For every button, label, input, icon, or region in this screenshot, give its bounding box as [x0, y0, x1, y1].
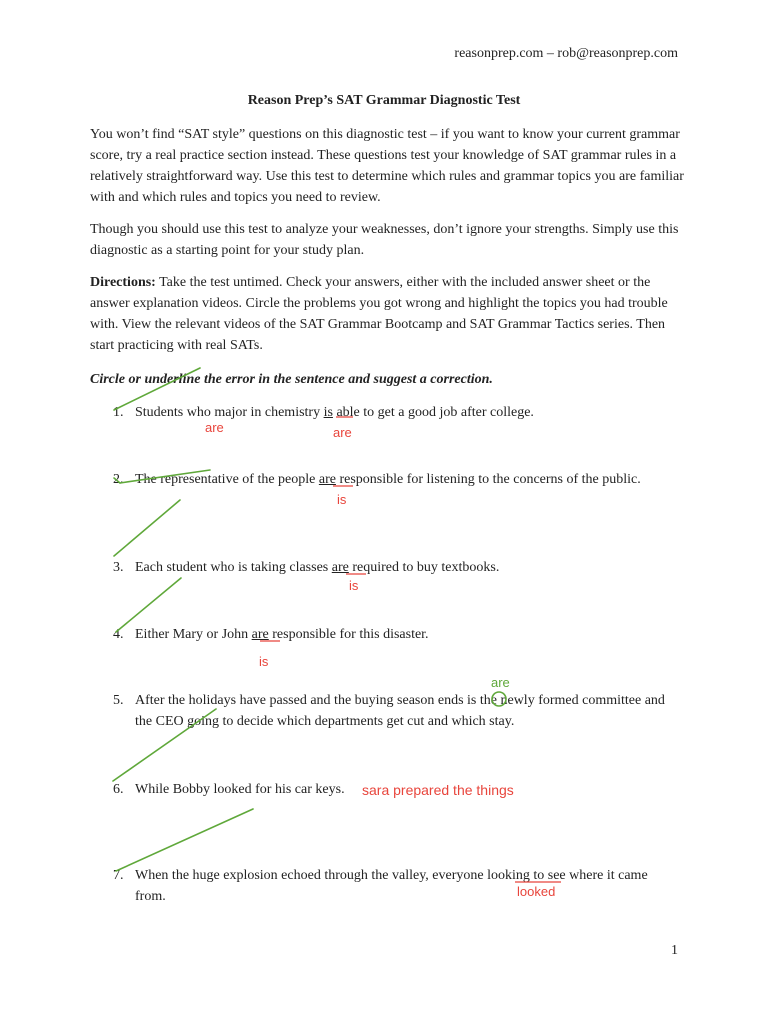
question-text: Each student who is taking classes are required to buy textbooks. — [135, 560, 500, 575]
check-mark-7 — [116, 809, 253, 871]
question-text: Either Mary or John are responsible for this disaster. — [135, 627, 429, 642]
handwritten-answer-5: are — [491, 675, 510, 690]
question-number: 4. — [113, 627, 124, 642]
question-number: 5. — [113, 693, 124, 708]
page-number: 1 — [671, 943, 678, 958]
check-mark-2-lower — [114, 500, 180, 556]
question-text: When the huge explosion echoed through the valley, everyone looking to see where it came from. — [135, 868, 648, 904]
handwritten-answer-2: is — [337, 492, 347, 507]
question-number: 3. — [113, 560, 124, 575]
question-text: After the holidays have passed and the buying season ends is the newly formed committee and the CEO going to decide which departments get cut and which stay. — [135, 693, 665, 729]
handwritten-answer-1b: are — [333, 425, 352, 440]
directions-label: Directions: — [90, 275, 156, 290]
document-title: Reason Prep’s SAT Grammar Diagnostic Test — [247, 93, 521, 108]
question-text: Students who major in chemistry is able to get a good job after college. — [135, 405, 534, 420]
directions-text: Take the test untimed. Check your answers, either with the included answer sheet or the answer explanation videos. Circle the problems you got wrong and highlight the topics you had trouble with. View the relevant videos of the SAT Grammar Bootcamp and SAT Grammar Tactics series. Then start practicing with real SATs. — [90, 275, 668, 353]
handwritten-answer-7: looked — [517, 884, 556, 899]
error-word: are — [318, 472, 336, 487]
error-word: is — [323, 405, 333, 420]
error-word: are — [251, 627, 269, 642]
directions-paragraph — [90, 272, 690, 356]
handwritten-answer-4: is — [259, 654, 269, 669]
instruction: Circle or underline the error in the sentence and suggest a correction. — [90, 372, 493, 387]
question-text: While Bobby looked for his car keys. — [135, 782, 345, 797]
header-contact: reasonprep.com – rob@reasonprep.com — [454, 46, 678, 61]
error-word: are — [331, 560, 349, 575]
question-number: 6. — [113, 782, 124, 797]
question-text: The representative of the people are responsible for listening to the concerns of the public. — [135, 472, 641, 487]
handwritten-answer-3: is — [349, 578, 359, 593]
intro-paragraph-1: You won’t find “SAT style” questions on this diagnostic test – if you want to know your current grammar score, try a real practice section instead. These questions test your knowledge of SAT grammar rules in a relatively straightforward way. Use this test to determine which rules and grammar topics you are familiar with and which rules and topics you need to review. — [90, 127, 684, 205]
handwritten-answer-1a: are — [205, 420, 224, 435]
question-number: 1. — [113, 405, 124, 420]
handwritten-answer-6: sara prepared the things — [362, 782, 514, 798]
question-number: 2. — [113, 472, 124, 487]
error-word: is — [467, 693, 477, 708]
error-word: looking — [487, 868, 530, 883]
intro-paragraph-2: Though you should use this test to analyze your weaknesses, don’t ignore your strengths. Simply use this diagnostic as a starting point for your study plan. — [90, 222, 679, 258]
question-number: 7. — [113, 868, 124, 883]
